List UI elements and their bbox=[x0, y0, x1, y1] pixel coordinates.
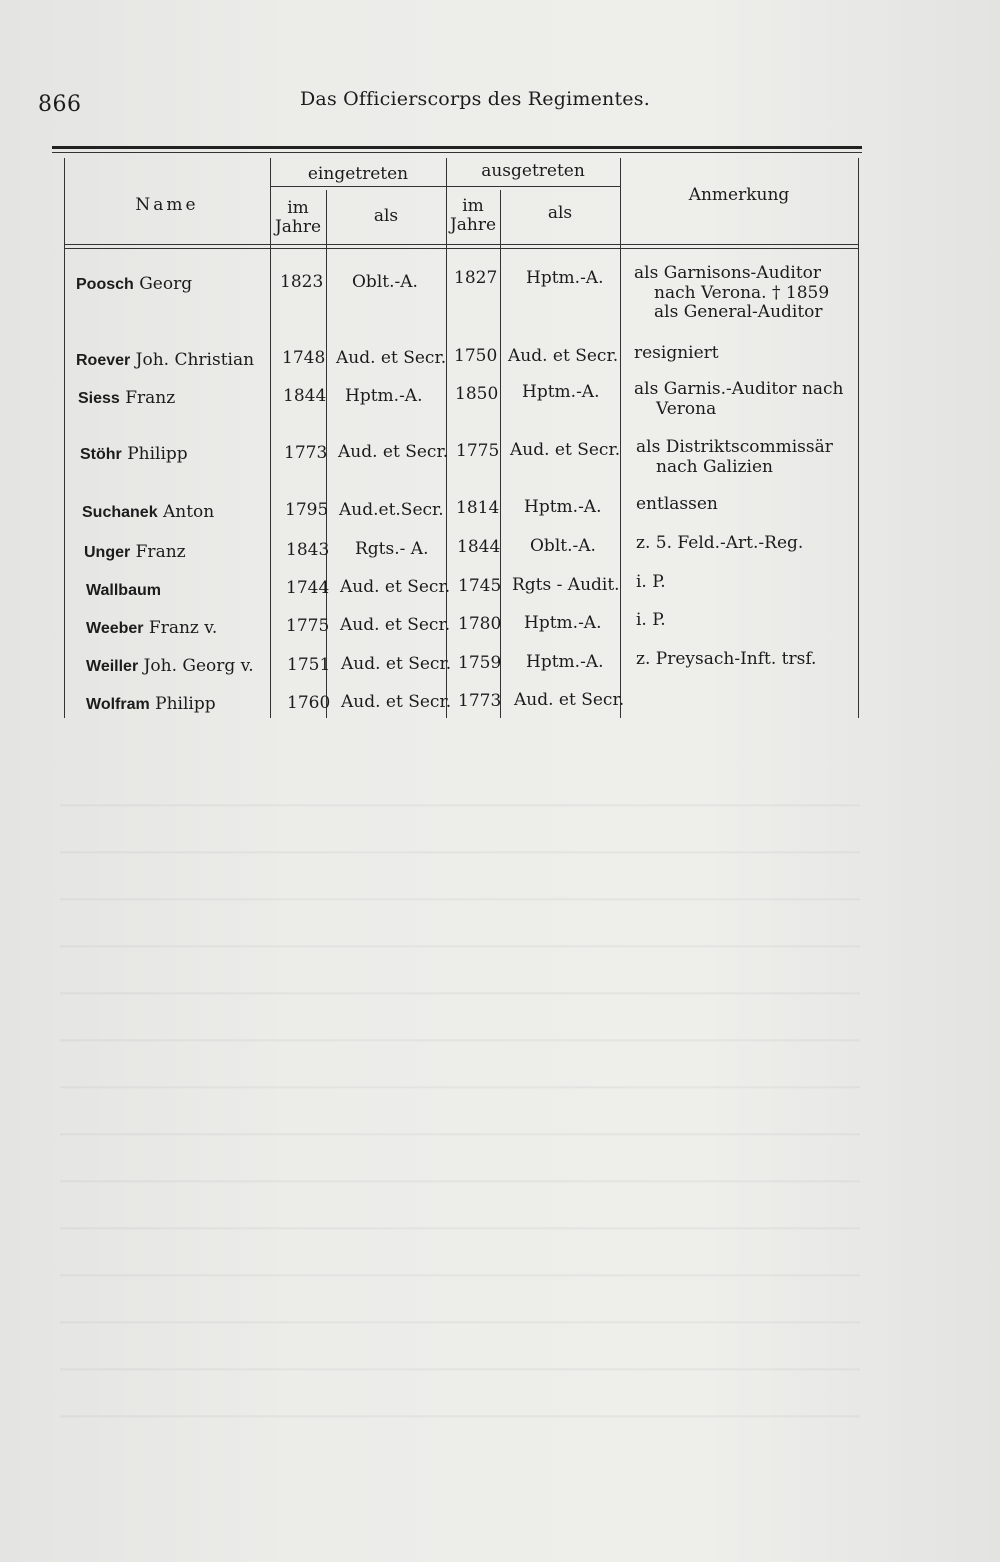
entry-rank: Aud. et Secr. bbox=[341, 654, 452, 674]
top-rule-thin bbox=[52, 152, 862, 153]
header-out-year: im Jahre bbox=[449, 196, 497, 235]
exit-year: 1780 bbox=[458, 614, 502, 634]
remark-line: z. Preysach-Inft. trsf. bbox=[636, 649, 817, 669]
exit-year: 1750 bbox=[454, 346, 498, 366]
exit-rank: Hptm.-A. bbox=[526, 268, 604, 288]
entry-rank: Aud. et Secr. bbox=[338, 442, 449, 462]
surname: Poosch bbox=[76, 276, 134, 293]
table-row-name bbox=[76, 350, 254, 370]
given-name: Franz bbox=[135, 542, 186, 562]
remark-line: i. P. bbox=[636, 610, 666, 630]
entry-year: 1744 bbox=[286, 578, 330, 598]
exit-rank: Oblt.-A. bbox=[530, 536, 596, 556]
page-number: 866 bbox=[38, 92, 82, 117]
table-row-name bbox=[76, 274, 192, 294]
exit-rank: Aud. et Secr. bbox=[508, 346, 619, 366]
surname: Siess bbox=[78, 390, 120, 407]
exit-year: 1745 bbox=[458, 576, 502, 596]
exit-year: 1844 bbox=[457, 537, 501, 557]
header-bottom-rule-2 bbox=[64, 248, 858, 249]
header-in-year: im Jahre bbox=[274, 198, 322, 237]
exit-year: 1850 bbox=[455, 384, 499, 404]
remark-line: als General-Auditor bbox=[654, 302, 823, 322]
surname: Suchanek bbox=[82, 504, 158, 521]
header-entered: eingetreten bbox=[307, 164, 409, 184]
exit-rank: Aud. et Secr. bbox=[510, 440, 621, 460]
given-name: Philipp bbox=[155, 694, 216, 714]
entry-year: 1748 bbox=[282, 348, 326, 368]
surname: Unger bbox=[84, 544, 131, 561]
exit-rank: Hptm.-A. bbox=[524, 613, 602, 633]
header-remark: Anmerkung bbox=[688, 185, 790, 205]
exit-year: 1814 bbox=[456, 498, 500, 518]
table-row-name bbox=[86, 694, 216, 714]
exit-year: 1827 bbox=[454, 268, 498, 288]
header-bottom-rule bbox=[64, 244, 858, 245]
entry-rank: Aud. et Secr. bbox=[340, 615, 451, 635]
running-head: Das Officierscorps des Regimentes. bbox=[300, 88, 650, 110]
entry-year: 1760 bbox=[287, 693, 331, 713]
surname: Roever bbox=[76, 352, 131, 369]
col-divider-left bbox=[620, 158, 621, 718]
entry-year: 1844 bbox=[283, 386, 327, 406]
entry-year: 1795 bbox=[285, 500, 329, 520]
surname: Wolfram bbox=[86, 696, 150, 713]
entry-year: 1843 bbox=[286, 540, 330, 560]
entry-rank: Aud. et Secr. bbox=[336, 348, 447, 368]
entry-rank: Aud.et.Secr. bbox=[339, 500, 444, 520]
table-row-name bbox=[86, 618, 217, 638]
remark-line: entlassen bbox=[636, 494, 718, 514]
exit-rank: Hptm.-A. bbox=[526, 652, 604, 672]
table-row-name bbox=[78, 388, 175, 408]
col-divider-out-year bbox=[500, 190, 501, 718]
remark-line: als Garnisons-Auditor bbox=[634, 263, 822, 283]
exit-rank: Hptm.-A. bbox=[524, 497, 602, 517]
given-name: Georg bbox=[139, 274, 193, 294]
remark-line: nach Galizien bbox=[656, 457, 773, 477]
table-border-right bbox=[858, 158, 859, 718]
header-left: ausgetreten bbox=[481, 161, 585, 181]
table-row-name bbox=[86, 580, 161, 600]
exit-rank: Hptm.-A. bbox=[522, 382, 600, 402]
surname: Weiller bbox=[86, 658, 139, 675]
given-name: Joh. Georg v. bbox=[143, 656, 254, 676]
given-name: Franz bbox=[125, 388, 176, 408]
header-in-as: als bbox=[373, 206, 399, 226]
entry-rank: Rgts.- A. bbox=[355, 539, 429, 559]
remark-line: nach Verona. † 1859 bbox=[654, 283, 830, 303]
entry-rank: Aud. et Secr. bbox=[340, 577, 451, 597]
entry-rank: Oblt.-A. bbox=[352, 272, 418, 292]
remark-line: Verona bbox=[656, 399, 717, 419]
exit-rank: Aud. et Secr. bbox=[514, 690, 625, 710]
top-rule bbox=[52, 146, 862, 149]
entry-year: 1751 bbox=[287, 655, 331, 675]
remark-line: als Distriktscommissär bbox=[636, 437, 833, 457]
remark-line: als Garnis.-Auditor nach bbox=[634, 379, 844, 399]
given-name: Joh. Christian bbox=[135, 350, 255, 370]
remark-line: z. 5. Feld.-Art.-Reg. bbox=[636, 533, 804, 553]
surname: Wallbaum bbox=[86, 582, 161, 599]
show-through-texture bbox=[60, 760, 860, 1460]
col-divider-name bbox=[270, 158, 271, 718]
surname: Stöhr bbox=[80, 446, 122, 463]
entry-year: 1823 bbox=[280, 272, 324, 292]
header-subrule bbox=[270, 186, 620, 187]
table-row-name bbox=[82, 502, 214, 522]
surname: Weeber bbox=[86, 620, 144, 637]
header-name: Name bbox=[135, 195, 199, 215]
remark-line: i. P. bbox=[636, 572, 666, 592]
exit-rank: Rgts - Audit. bbox=[512, 575, 620, 595]
table-row-name bbox=[86, 656, 254, 676]
exit-year: 1775 bbox=[456, 441, 500, 461]
given-name: Philipp bbox=[127, 444, 188, 464]
table-row-name bbox=[80, 444, 188, 464]
entry-year: 1775 bbox=[286, 616, 330, 636]
entry-rank: Hptm.-A. bbox=[345, 386, 423, 406]
given-name: Anton bbox=[163, 502, 215, 522]
entry-year: 1773 bbox=[284, 443, 328, 463]
header-out-as: als bbox=[547, 203, 573, 223]
entry-rank: Aud. et Secr. bbox=[341, 692, 452, 712]
table-border-left bbox=[64, 158, 65, 718]
exit-year: 1759 bbox=[458, 653, 502, 673]
table-row-name bbox=[84, 542, 186, 562]
exit-year: 1773 bbox=[458, 691, 502, 711]
remark-line: resigniert bbox=[634, 343, 719, 363]
given-name: Franz v. bbox=[148, 618, 218, 638]
